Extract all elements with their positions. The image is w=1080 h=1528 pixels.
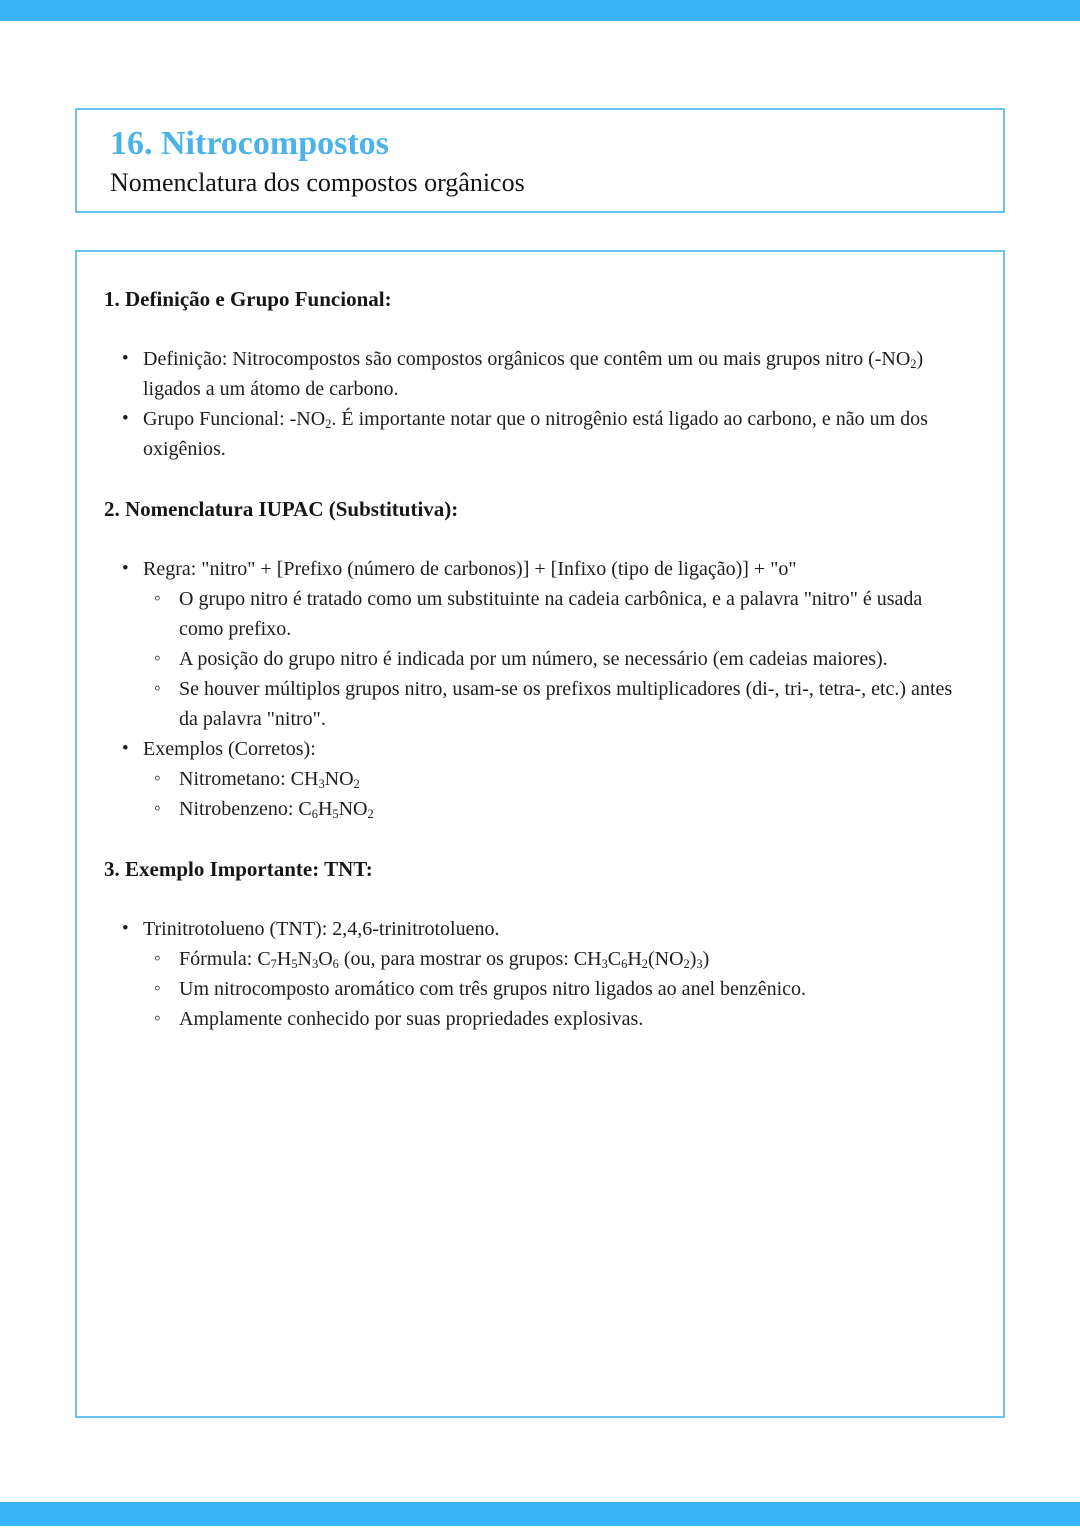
sub-bullet-explosivas: ◦ Amplamente conhecido por suas propriedades explosivas. [104, 1004, 957, 1034]
bullet-regra: • Regra: "nitro" + [Prefixo (número de carbonos)] + [Infixo (tipo de ligação)] + "o" [104, 554, 957, 584]
page-title: 16. Nitrocompostos [110, 125, 389, 162]
bullet-grupo-funcional: • Grupo Funcional: $-NO_2$. É importante notar que o nitrogênio está ligado ao carbono, e não um dos oxigênios. [104, 404, 957, 464]
section-2-heading: 2. Nomenclatura IUPAC (Substitutiva): [104, 497, 459, 521]
sub-bullet-substituinte: ◦ O grupo nitro é tratado como um substituinte na cadeia carbônica, e a palavra "nitro" é usada como prefixo. [104, 584, 957, 644]
sub-bullet-nitrometano: ◦ Nitrometano: $CH_3NO_2$ [104, 764, 957, 794]
bullet-exemplos: • Exemplos (Corretos): [104, 734, 957, 764]
content-card [75, 250, 1005, 1418]
sub-bullet-posicao: ◦ A posição do grupo nitro é indicada por um número, se necessário (em cadeias maiores). [104, 644, 957, 674]
section-3-heading: 3. Exemplo Importante: TNT: [104, 857, 373, 881]
sub-bullet-nitrobenzeno: ◦ Nitrobenzeno: $C_6H_5NO_2$ [104, 794, 957, 824]
bullet-tnt: • Trinitrotolueno (TNT): 2,4,6-trinitrotolueno. [104, 914, 957, 944]
sub-bullet-aromatico: ◦ Um nitrocomposto aromático com três grupos nitro ligados ao anel benzênico. [104, 974, 957, 1004]
section-2-list [104, 554, 957, 824]
sub-bullet-formula: ◦ Fórmula: $C_7H_5N_3O_6$ (ou, para mostrar os grupos: $CH_3C_6H_2(NO_2)_3$) [104, 944, 957, 974]
sub-bullet-multiplicadores: ◦ Se houver múltiplos grupos nitro, usam-se os prefixos multiplicadores (di-, tri-, tetra-, etc.) antes da palavra "nitro". [104, 674, 957, 734]
bottom-accent-bar [0, 1502, 1080, 1526]
top-accent-bar [0, 0, 1080, 21]
bullet-definicao: • Definição: Nitrocompostos são compostos orgânicos que contêm um ou mais grupos nitro $(-NO_2)$ ligados a um átomo de carbono. [104, 344, 957, 404]
section-1-list [104, 344, 957, 464]
section-3-list [104, 914, 957, 1034]
section-1-heading: 1. Definição e Grupo Funcional: [104, 287, 392, 311]
header-card [75, 108, 1005, 213]
page-subtitle: Nomenclatura dos compostos orgânicos [110, 168, 525, 197]
